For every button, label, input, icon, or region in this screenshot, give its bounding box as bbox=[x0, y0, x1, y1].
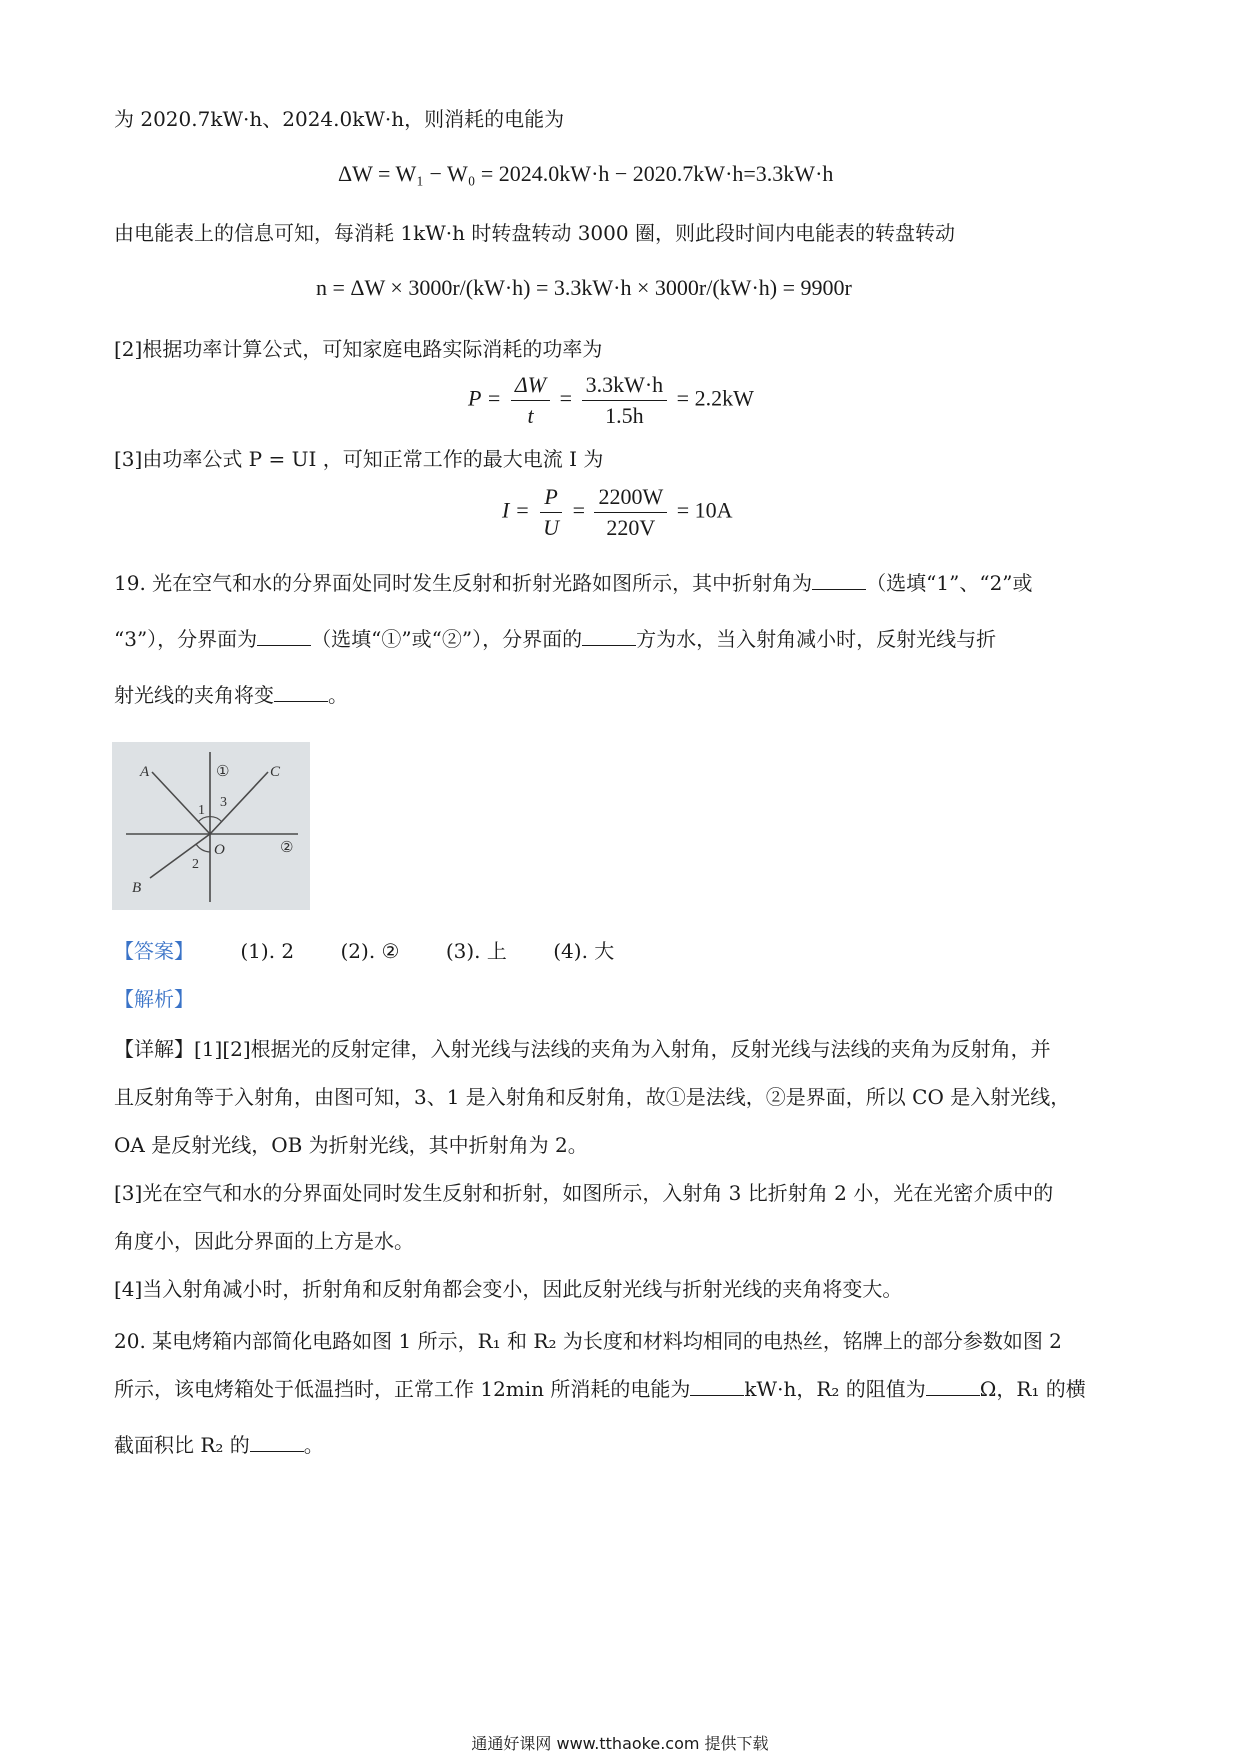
eq-lhs: I = bbox=[502, 497, 530, 523]
label-b: B bbox=[132, 880, 142, 896]
question-20-line1: 20. 某电烤箱内部简化电路如图 1 所示，R₁ 和 R₂ 为长度和材料均相同的电热丝，铭牌上的部分参数如图 2 bbox=[114, 1329, 1062, 1353]
ray-ob bbox=[150, 834, 210, 878]
optics-diagram bbox=[112, 742, 310, 910]
q20-text: kW·h，R₂ 的阻值为 bbox=[744, 1377, 926, 1401]
q19-text: 方为水，当入射角减小时，反射光线与折 bbox=[636, 627, 997, 651]
q19-text: “3”），分界面为 bbox=[114, 627, 258, 651]
text-line: 由电能表上的信息可知，每消耗 1kW·h 时转盘转动 3000 圈，则此段时间内电能表的转盘转动 bbox=[114, 221, 955, 245]
text-line: 为 2020.7kW·h、2024.0kW·h，则消耗的电能为 bbox=[114, 107, 565, 131]
fraction-denominator: 1.5h bbox=[605, 403, 644, 428]
eq-mid: = bbox=[572, 497, 585, 523]
q20-text: 截面积比 R₂ 的 bbox=[114, 1433, 250, 1457]
question-20-line3 bbox=[114, 1432, 324, 1458]
eq-mid: = bbox=[559, 385, 573, 411]
label-a: A bbox=[140, 764, 150, 780]
answer-4: (4). 大 bbox=[553, 939, 615, 963]
answer-1: (1). 2 bbox=[240, 939, 295, 963]
q20-text: Ω，R₁ 的横 bbox=[979, 1377, 1086, 1401]
detail-line: 【详解】[1][2]根据光的反射定律，入射光线与法线的夹角为入射角，反射光线与法线的夹角为反射角，并 bbox=[114, 1037, 1051, 1061]
equation-current bbox=[502, 484, 733, 541]
fraction-denominator: 220V bbox=[606, 515, 656, 540]
text-line: [3]由功率公式 P = UI ，可知正常工作的最大电流 I 为 bbox=[114, 447, 604, 471]
eq-lhs: P = bbox=[468, 385, 502, 411]
equation-rotations: n = ΔW × 3000r/(kW·h) = 3.3kW·h × 3000r/(kW·h) = 9900r bbox=[316, 275, 852, 300]
answer-blank bbox=[274, 683, 328, 702]
detail-line: 且反射角等于入射角，由图可知，3、1 是入射角和反射角，故①是法线，②是界面，所以 CO 是入射光线， bbox=[114, 1085, 1071, 1109]
detail-line: [3]光在空气和水的分界面处同时发生反射和折射，如图所示，入射角 3 比折射角 2 小，光在光密介质中的 bbox=[114, 1181, 1054, 1205]
fraction bbox=[594, 484, 667, 541]
question-19-line2 bbox=[114, 626, 996, 652]
q20-text: 。 bbox=[303, 1433, 324, 1457]
answer-line bbox=[114, 938, 614, 964]
analysis-label: 【解析】 bbox=[114, 987, 194, 1011]
answer-2: (2). ② bbox=[340, 939, 400, 963]
optics-diagram-svg bbox=[112, 742, 310, 910]
detail-line: 角度小，因此分界面的上方是水。 bbox=[114, 1229, 414, 1253]
q19-text: 19. 光在空气和水的分界面处同时发生反射和折射光路如图所示，其中折射角为 bbox=[114, 571, 813, 595]
q19-text: （选填“①”或“②”），分界面的 bbox=[311, 627, 583, 651]
answer-label: 【答案】 bbox=[114, 939, 194, 963]
fraction-denominator: U bbox=[543, 515, 560, 540]
answer-blank bbox=[250, 1433, 304, 1452]
angle-3-label: 3 bbox=[220, 795, 227, 810]
detail-line: OA 是反射光线，OB 为折射光线，其中折射角为 2。 bbox=[114, 1133, 588, 1157]
question-20-line2 bbox=[114, 1376, 1086, 1402]
text-line: [2]根据功率计算公式，可知家庭电路实际消耗的功率为 bbox=[114, 337, 603, 361]
answer-blank bbox=[812, 571, 866, 590]
angle-2-label: 2 bbox=[192, 857, 199, 872]
question-19-line3 bbox=[114, 682, 348, 708]
equation-energy: ΔW = W₁ − W₀ = 2024.0kW·h − 2020.7kW·h=3.3kW·h bbox=[338, 161, 834, 186]
fraction-numerator: 3.3kW·h bbox=[582, 372, 668, 401]
answer-3: (3). 上 bbox=[445, 939, 507, 963]
q19-text: 。 bbox=[328, 683, 348, 707]
eq-rhs: = 10A bbox=[676, 497, 733, 523]
fraction-numerator: ΔW bbox=[511, 372, 550, 401]
answer-blank bbox=[582, 627, 636, 646]
answer-blank bbox=[257, 627, 311, 646]
footer-watermark: 通通好课网 www.tthaoke.com 提供下载 bbox=[471, 1734, 769, 1753]
q19-text: 射光线的夹角将变 bbox=[114, 683, 274, 707]
q19-text: （选填“1”、“2”或 bbox=[866, 571, 1033, 595]
fraction-numerator: 2200W bbox=[594, 484, 667, 513]
angle-arc bbox=[196, 844, 210, 852]
answer-blank bbox=[926, 1377, 980, 1396]
fraction bbox=[582, 372, 668, 429]
answer-blank bbox=[690, 1377, 744, 1396]
equation-power bbox=[468, 372, 754, 429]
eq-rhs: = 2.2kW bbox=[676, 385, 754, 411]
question-19-line1 bbox=[114, 570, 1033, 596]
ray-co bbox=[210, 772, 268, 834]
fraction-numerator: P bbox=[540, 484, 561, 513]
normal-label: ① bbox=[216, 762, 230, 780]
label-o: O bbox=[214, 842, 225, 858]
fraction bbox=[539, 484, 563, 541]
fraction-denominator: t bbox=[527, 403, 534, 428]
detail-line: [4]当入射角减小时，折射角和反射角都会变小，因此反射光线与折射光线的夹角将变大。 bbox=[114, 1277, 903, 1301]
label-c: C bbox=[270, 764, 281, 780]
angle-1-label: 1 bbox=[198, 803, 205, 818]
q20-text: 所示，该电烤箱处于低温挡时，正常工作 12min 所消耗的电能为 bbox=[114, 1377, 691, 1401]
interface-label: ② bbox=[280, 838, 294, 856]
fraction bbox=[511, 372, 550, 429]
